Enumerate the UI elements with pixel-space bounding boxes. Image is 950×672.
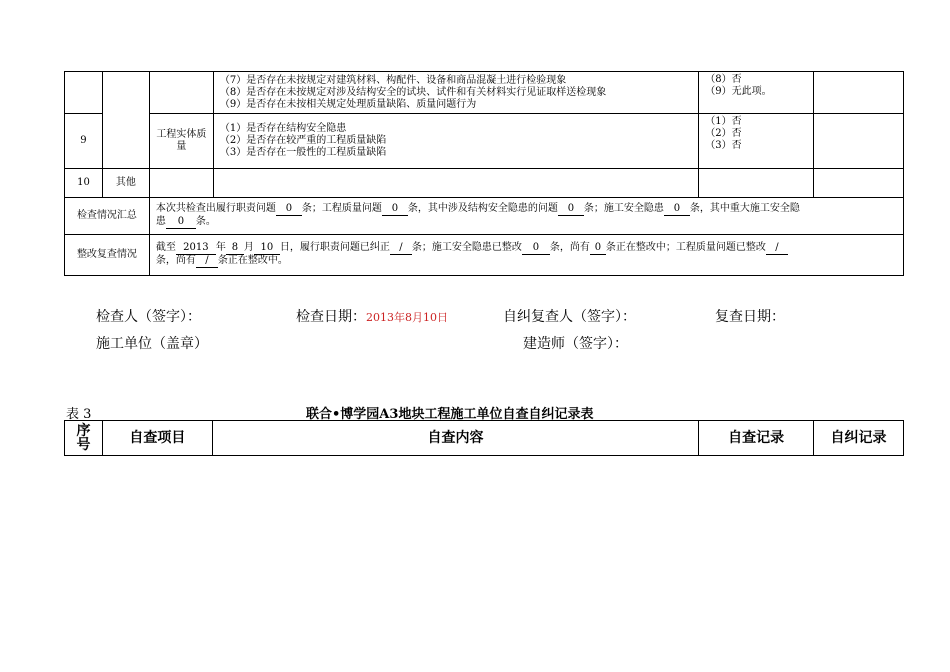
table-label: 表 3 bbox=[66, 407, 92, 422]
filled-value: 0 bbox=[382, 203, 408, 216]
header-cell: 自查记录 bbox=[699, 421, 814, 456]
content-line: （3）是否存在一般性的工程质量缺陷 bbox=[219, 147, 387, 158]
table-title: 联合•博学园A3地块工程施工单位自查自纠记录表 bbox=[306, 407, 594, 422]
header-cell: 自查内容 bbox=[212, 421, 698, 456]
item-cell: 工程实体质量 bbox=[149, 114, 213, 169]
content-line: （7）是否存在未按规定对建筑材料、构配件、设备和商品混凝土进行检验现象 bbox=[219, 74, 567, 86]
filled-value: 8 bbox=[226, 242, 244, 255]
filled-value: 10 bbox=[254, 242, 280, 255]
filled-value: 0 bbox=[558, 203, 584, 216]
filled-value: 2013 bbox=[176, 242, 216, 255]
summary-label: 检查情况汇总 bbox=[65, 198, 150, 235]
summary-text: 本次共检查出履行职责问题 0 条；工程质量问题 0 条，其中涉及结构安全隐患的问题 0 条；施工安全隐患 0 条，其中重大施工安全隐 患 0 条。 bbox=[149, 198, 903, 235]
filled-value: / bbox=[196, 255, 218, 268]
review-date-label: 复查日期： bbox=[715, 309, 785, 325]
table-row bbox=[65, 169, 904, 198]
self-reviewer-signature-label: 自纠复查人（签字）： bbox=[503, 309, 636, 325]
record-cell bbox=[699, 72, 814, 114]
inspector-signature-label: 检查人（签字）： bbox=[96, 309, 201, 325]
num-cell bbox=[65, 72, 103, 114]
record-line: （9）无此项。 bbox=[705, 86, 772, 97]
constructor-seal-label: 施工单位（盖章） bbox=[96, 336, 208, 352]
content-cell bbox=[213, 169, 698, 198]
header-row bbox=[65, 421, 904, 456]
filled-value: 0 bbox=[664, 203, 690, 216]
inspection-table bbox=[64, 71, 904, 276]
filled-value: 0 bbox=[166, 216, 196, 229]
header-cell: 自查项目 bbox=[102, 421, 212, 456]
table-row bbox=[65, 72, 904, 114]
content-line: （9）是否存在未按相关规定处理质量缺陷、质量问题行为 bbox=[219, 98, 477, 110]
filled-value: 0 bbox=[590, 242, 606, 255]
summary-row bbox=[65, 198, 904, 235]
record-line: （2）否 bbox=[705, 128, 742, 139]
record-line: （1）否 bbox=[705, 116, 742, 127]
content-line: （8）是否存在未按规定对涉及结构安全的试块、试件和有关材料实行见证取样送检现象 bbox=[219, 86, 607, 98]
architect-signature-label: 建造师（签字）： bbox=[523, 336, 628, 352]
record-line: （3）否 bbox=[705, 140, 742, 151]
item-cell bbox=[102, 72, 149, 169]
subitem-cell bbox=[149, 72, 213, 114]
num-cell: 10 bbox=[65, 169, 103, 198]
self-check-table bbox=[64, 420, 904, 456]
record-cell bbox=[699, 114, 814, 169]
rectify-row bbox=[65, 235, 904, 276]
inspection-date-label: 检查日期： bbox=[296, 309, 366, 325]
filled-value: / bbox=[390, 242, 412, 255]
fix-cell bbox=[814, 72, 904, 114]
record-line: （8）否 bbox=[705, 74, 742, 85]
inspection-date-value: 2013年8月10日 bbox=[366, 311, 448, 324]
subitem-cell bbox=[149, 169, 213, 198]
header-cell: 序号 bbox=[65, 421, 103, 456]
fix-cell bbox=[814, 114, 904, 169]
content-line: （2）是否存在较严重的工程质量缺陷 bbox=[219, 135, 387, 146]
rectify-label: 整改复查情况 bbox=[65, 235, 150, 276]
item-cell: 其他 bbox=[102, 169, 149, 198]
num-cell: 9 bbox=[65, 114, 103, 169]
filled-value: / bbox=[766, 242, 788, 255]
content-line: （1）是否存在结构安全隐患 bbox=[219, 123, 347, 134]
filled-value: 0 bbox=[276, 203, 302, 216]
filled-value: 0 bbox=[522, 242, 550, 255]
fix-cell bbox=[814, 169, 904, 198]
table-row bbox=[65, 114, 904, 169]
header-cell: 自纠记录 bbox=[814, 421, 904, 456]
inspection-date bbox=[296, 306, 448, 326]
content-cell bbox=[213, 72, 698, 114]
content-cell bbox=[213, 114, 698, 169]
record-cell bbox=[699, 169, 814, 198]
rectify-text: 截至 2013 年 8 月 10 日，履行职责问题已纠正 / 条；施工安全隐患已整改 0 条，尚有 0 条正在整改中；工程质量问题已整改 / 条，尚有 / 条正在整改中。 bbox=[149, 235, 903, 276]
